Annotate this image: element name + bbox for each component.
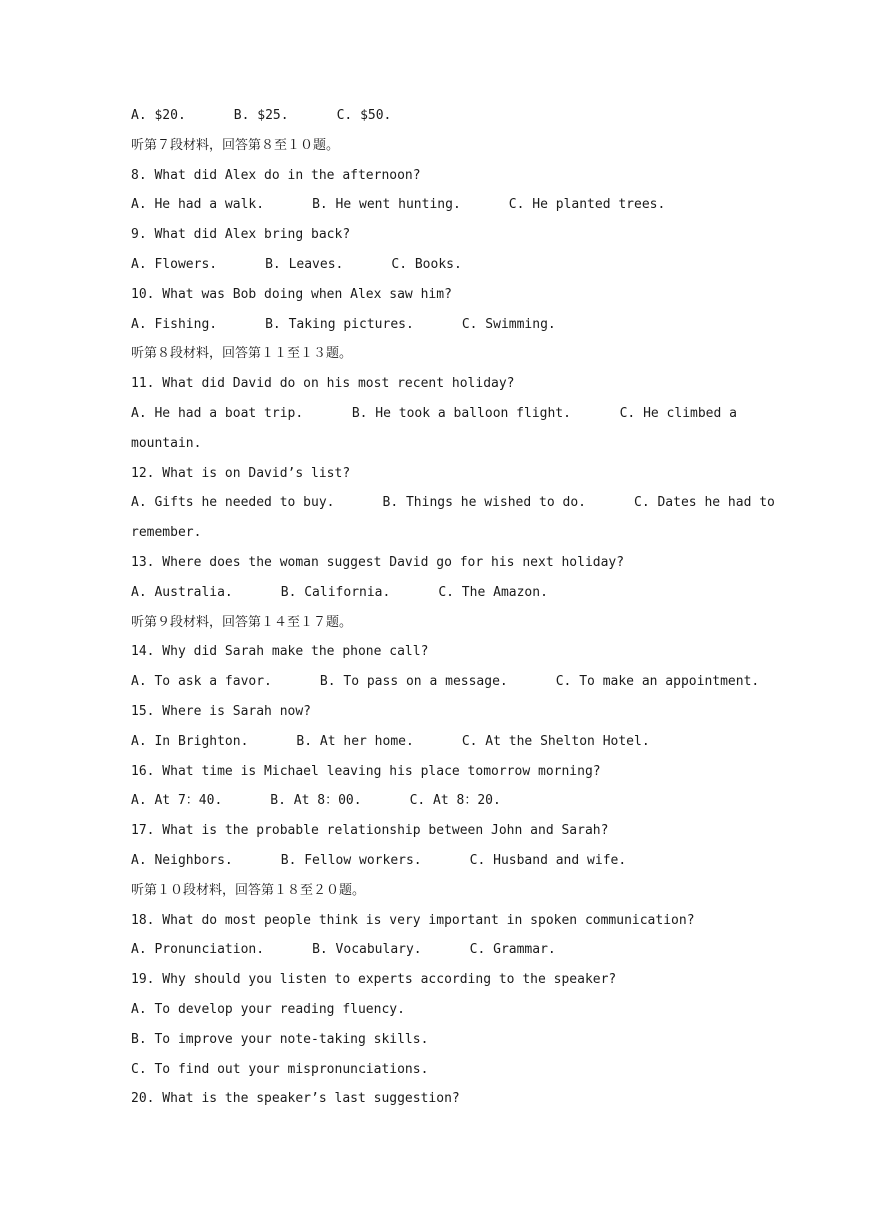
answer-option: A. He had a walk. xyxy=(131,197,265,213)
text-line: remember. xyxy=(131,525,202,541)
answer-option: C. Dates he had to xyxy=(634,495,775,511)
question-text: 16. What time is Michael leaving his place tomorrow morning? xyxy=(131,763,601,779)
answer-option: B. California. xyxy=(280,584,391,600)
answer-option: C. Books. xyxy=(391,256,462,272)
answer-option: A. Gifts he needed to buy. xyxy=(131,495,335,511)
question-text: 9. What did Alex bring back? xyxy=(131,227,351,243)
answer-options xyxy=(131,667,760,697)
question-text: 12. What is on David’s list? xyxy=(131,465,351,481)
answer-option: B. Fellow workers. xyxy=(280,852,422,868)
answer-option: C. At 8：20. xyxy=(409,793,501,809)
answer-option: B. $25. xyxy=(233,108,289,123)
answer-option: B. Vocabulary. xyxy=(312,942,422,958)
answer-options xyxy=(131,578,741,608)
answer-options xyxy=(131,488,775,518)
question-text: 10. What was Bob doing when Alex saw him? xyxy=(131,286,452,302)
answer-options xyxy=(131,846,741,876)
answer-option: B. Leaves. xyxy=(265,256,344,272)
question-text: 13. Where does the woman suggest David go for his next holiday? xyxy=(131,554,625,570)
question-text: 11. What did David do on his most recent holiday? xyxy=(131,376,515,392)
question-text: 8. What did Alex do in the afternoon? xyxy=(131,167,421,183)
text-line: mountain. xyxy=(131,435,202,451)
answer-option: B. Things he wished to do. xyxy=(382,495,586,511)
text-line: A. To develop your reading fluency. xyxy=(131,1001,405,1017)
answer-option: A. To ask a favor. xyxy=(131,674,272,690)
answer-option: C. He planted trees. xyxy=(508,197,666,213)
answer-option: A. Neighbors. xyxy=(131,852,233,868)
answer-option: B. Taking pictures. xyxy=(265,316,414,332)
question-text: 14. Why did Sarah make the phone call? xyxy=(131,644,429,660)
answer-options xyxy=(131,399,737,429)
answer-option: A. Fishing. xyxy=(131,316,218,332)
answer-option: B. To pass on a message. xyxy=(319,674,508,690)
answer-option: C. Swimming. xyxy=(461,316,556,332)
question-text: 15. Where is Sarah now? xyxy=(131,703,312,719)
section-header: 听第８段材料，回答第１１至１３题。 xyxy=(131,346,353,362)
answer-option: B. He went hunting. xyxy=(312,197,461,213)
answer-option: A. Pronunciation. xyxy=(131,942,265,958)
answer-option: C. Husband and wife. xyxy=(469,852,627,868)
answer-option: B. He took a balloon flight. xyxy=(351,405,571,421)
exam-page xyxy=(131,101,775,1114)
question-text: 17. What is the probable relationship between John and Sarah? xyxy=(131,823,609,839)
answer-option: C. $50. xyxy=(336,108,392,123)
question-text: 19. Why should you listen to experts according to the speaker? xyxy=(131,972,617,988)
section-header: 听第１０段材料，回答第１８至２０题。 xyxy=(131,882,366,898)
section-header: 听第９段材料，回答第１４至１７题。 xyxy=(131,614,353,630)
answer-option: A. Australia. xyxy=(131,584,233,600)
section-header: 听第７段材料，回答第８至１０题。 xyxy=(131,137,340,153)
answer-option: C. At the Shelton Hotel. xyxy=(461,733,650,749)
answer-option: A. $20. xyxy=(131,108,186,123)
answer-options xyxy=(131,310,741,340)
answer-options xyxy=(131,727,741,757)
answer-option: A. In Brighton. xyxy=(131,733,249,749)
answer-option: C. He climbed a xyxy=(619,405,737,421)
answer-options xyxy=(131,101,741,131)
text-line: B. To improve your note-taking skills. xyxy=(131,1031,429,1047)
question-text: 18. What do most people think is very important in spoken communication? xyxy=(131,912,695,928)
answer-option: C. The Amazon. xyxy=(438,584,548,600)
question-text: 20. What is the speaker’s last suggestion? xyxy=(131,1091,460,1107)
answer-option: C. To make an appointment. xyxy=(555,674,760,690)
answer-option: A. Flowers. xyxy=(131,256,218,272)
answer-option: C. Grammar. xyxy=(469,942,556,958)
answer-options xyxy=(131,190,741,220)
answer-option: B. At 8：00. xyxy=(270,793,362,809)
answer-option: A. At 7：40. xyxy=(131,793,223,809)
answer-option: B. At her home. xyxy=(296,733,414,749)
answer-option: A. He had a boat trip. xyxy=(131,405,304,421)
text-line: C. To find out your mispronunciations. xyxy=(131,1061,429,1077)
answer-options xyxy=(131,935,741,965)
answer-options xyxy=(131,250,741,280)
answer-options xyxy=(131,786,741,816)
